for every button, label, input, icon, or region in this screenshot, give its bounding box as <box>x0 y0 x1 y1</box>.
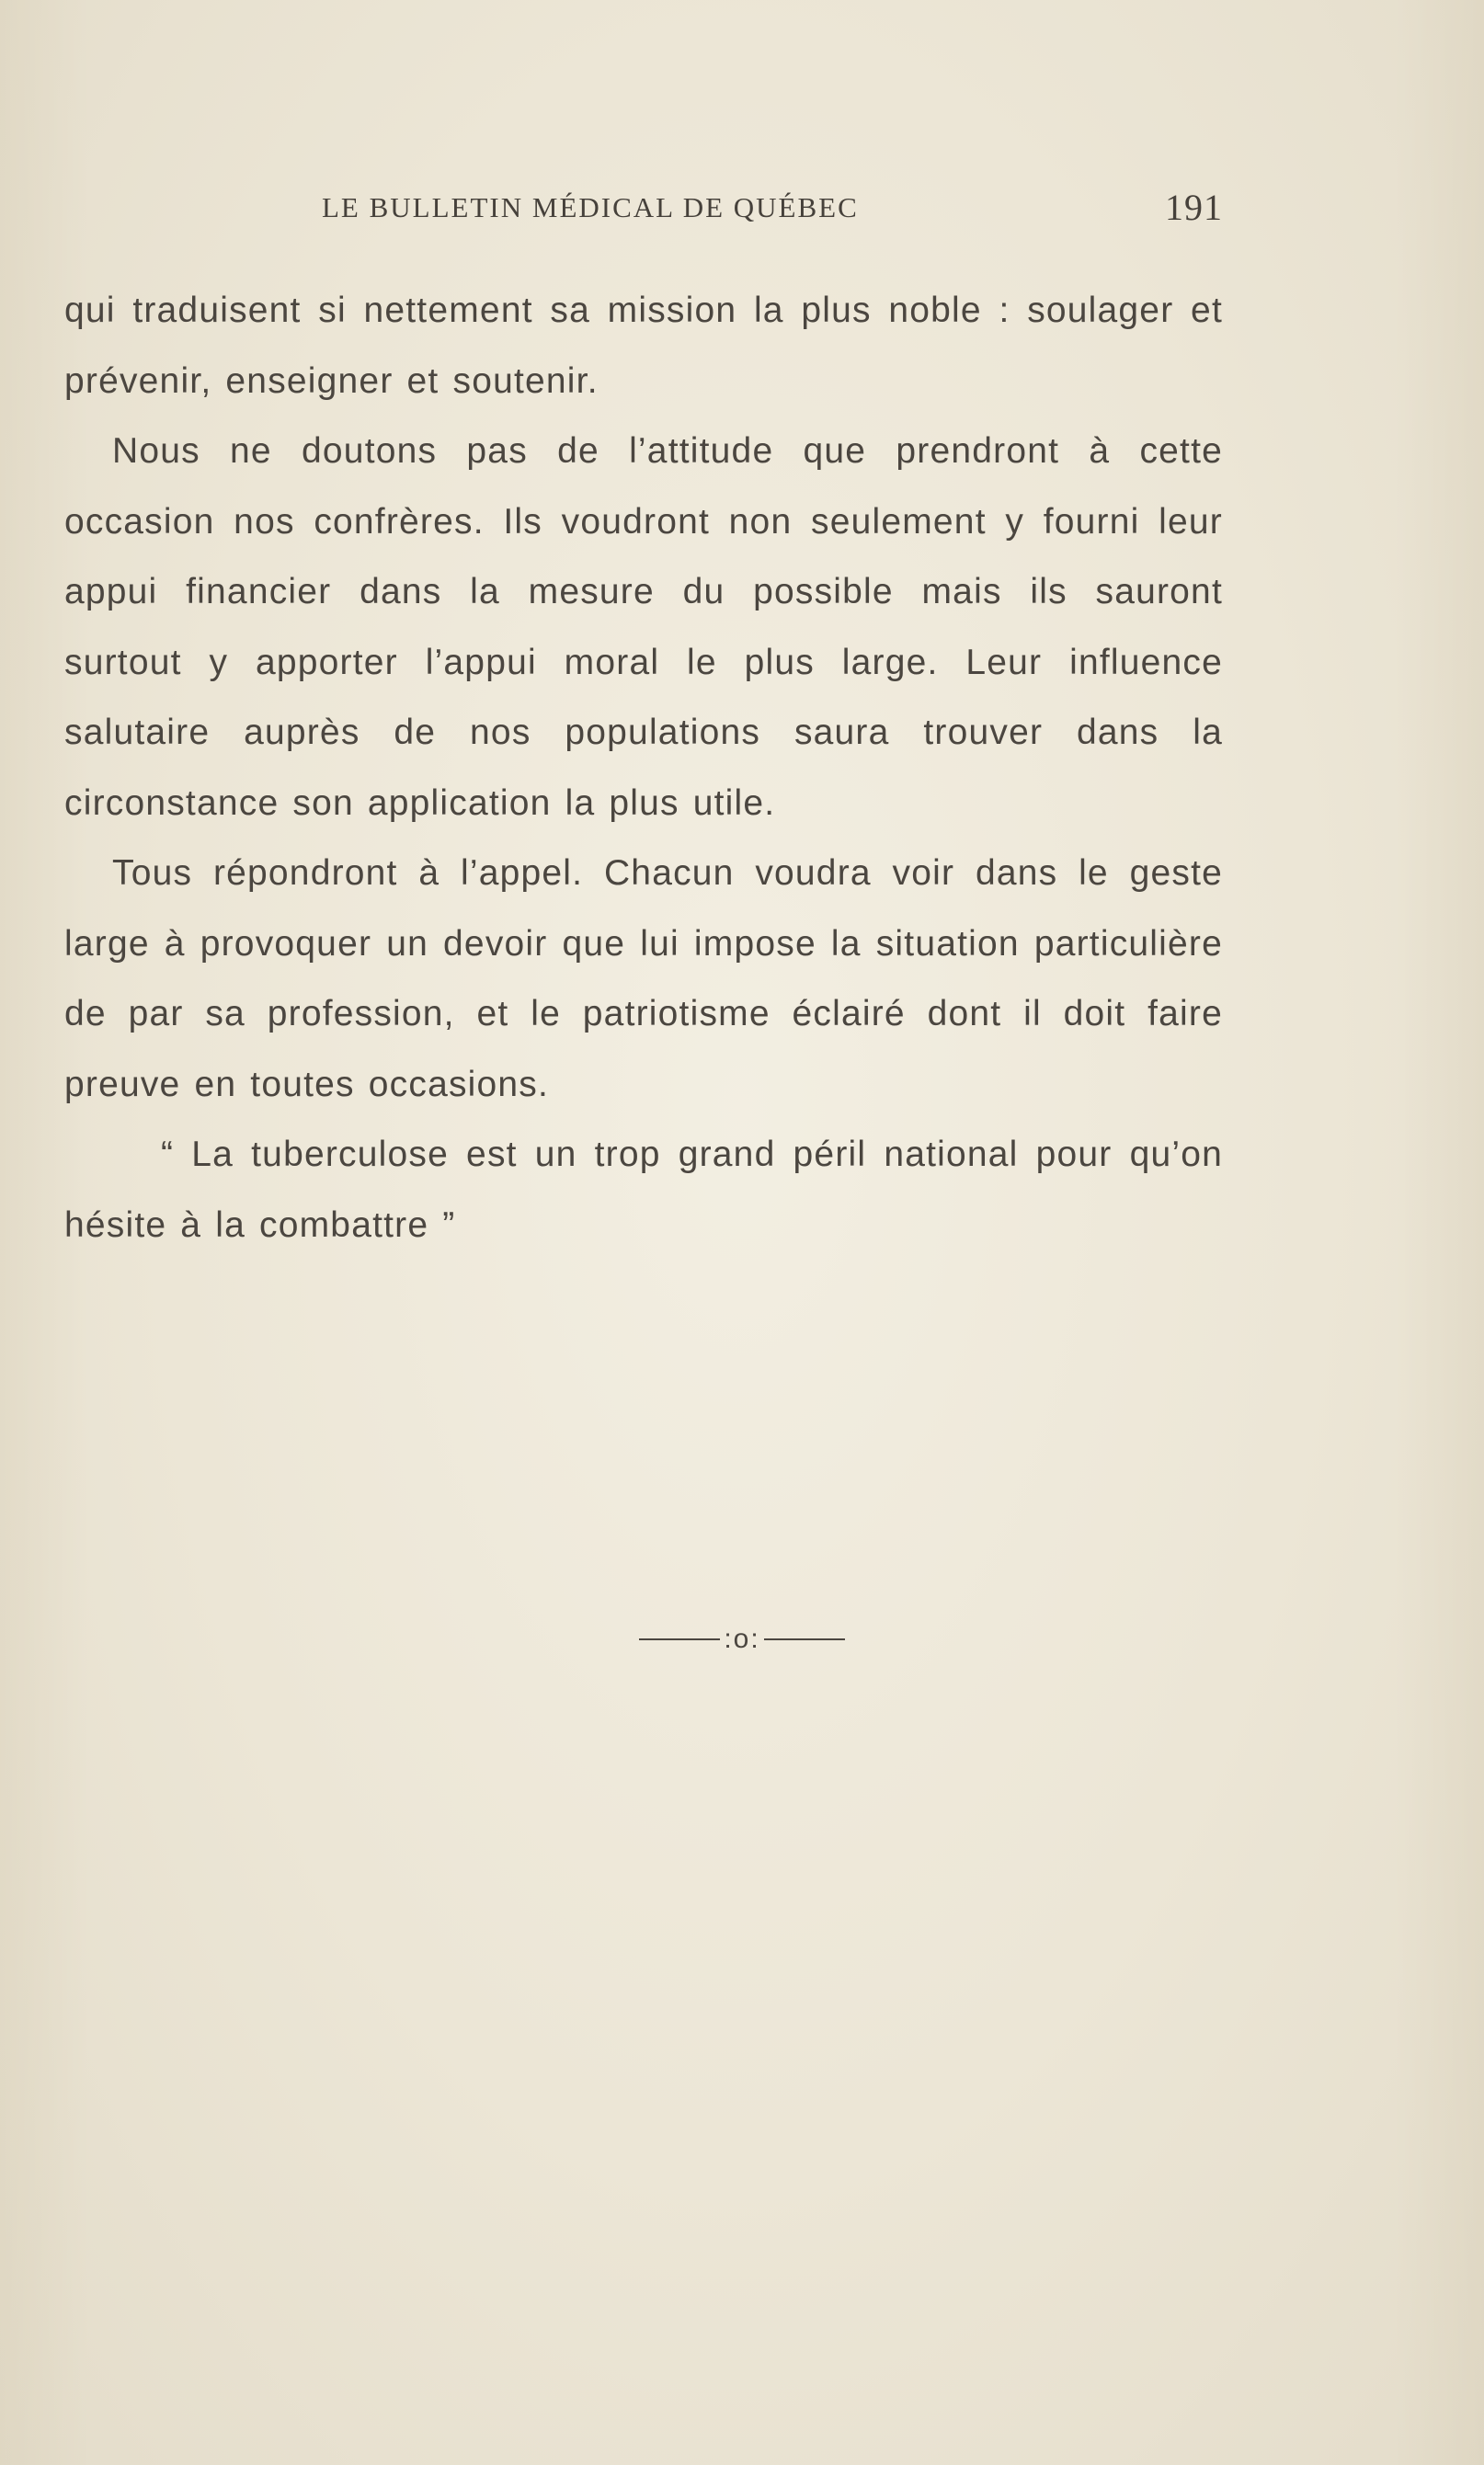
article-body <box>64 276 1223 1261</box>
paragraph-appel: Tous répondront à l’appel. Chacun voudra voir dans le geste large à provoquer un devoir que lui impose la situation particulière de par sa profession, et le patriotisme éclairé dont il doit faire preuve en toutes occasions. <box>64 853 1223 1104</box>
journal-title: LE BULLETIN MÉDICAL DE QUÉBEC <box>322 191 859 223</box>
paragraph-continuation: qui traduisent si nettement sa mission la plus noble : soulager et prévenir, enseigner et soutenir. <box>64 291 1223 401</box>
page-number: 191 <box>1165 187 1223 228</box>
section-divider <box>0 1623 1484 1655</box>
running-head <box>64 187 1223 237</box>
divider-rule-right <box>764 1638 845 1640</box>
divider-rule-left <box>639 1638 720 1640</box>
divider-ornament: :o: <box>724 1624 760 1655</box>
paragraph-quote: “ La tuberculose est un trop grand péril national pour qu’on hésite à la combattre ” <box>64 1135 1223 1245</box>
paragraph-confreres: Nous ne doutons pas de l’attitude que prendront à cette occasion nos confrères. Ils voudront non seulement y fourni leur appui financier dans la mesure du possible mais ils sauront surtout y apporter l’appui moral le plus large. Leur influence salutaire auprès de nos populations saura trouver dans la circonstance son application la plus utile. <box>64 431 1223 823</box>
